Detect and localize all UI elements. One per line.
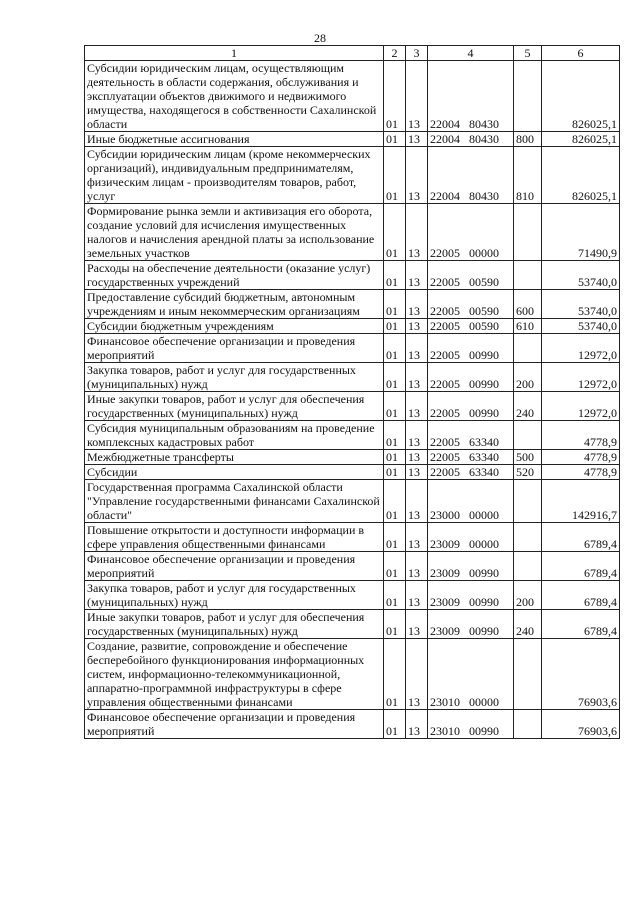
target-article-code: 22004 80430 [428, 147, 514, 204]
expense-type-code: 600 [514, 290, 542, 319]
expense-name: Финансовое обеспечение организации и проведения мероприятий [85, 710, 384, 739]
table-row [85, 639, 620, 710]
expense-type-code [514, 523, 542, 552]
target-article-code: 23009 00990 [428, 610, 514, 639]
expense-name: Иные закупки товаров, работ и услуг для обеспечения государственных (муниципальных) нужд [85, 610, 384, 639]
section-code: 01 [384, 61, 406, 132]
expense-name: Иные бюджетные ассигнования [85, 132, 384, 147]
amount: 826025,1 [542, 61, 620, 132]
expense-name: Формирование рынка земли и активизация его оборота, создание условий для исчисления имущественных налогов и начисления арендной платы за использование земельных участков [85, 204, 384, 261]
subsection-code: 13 [406, 710, 428, 739]
expense-type-code: 800 [514, 132, 542, 147]
section-code: 01 [384, 480, 406, 523]
section-code: 01 [384, 334, 406, 363]
subsection-code: 13 [406, 319, 428, 334]
table-row [85, 204, 620, 261]
target-article-code: 22005 00990 [428, 363, 514, 392]
section-code: 01 [384, 639, 406, 710]
section-code: 01 [384, 132, 406, 147]
section-code: 01 [384, 319, 406, 334]
expense-name: Субсидии бюджетным учреждениям [85, 319, 384, 334]
expense-type-code [514, 334, 542, 363]
expense-name: Субсидии юридическим лицам, осуществляющим деятельность в области содержания, обслуживания и эксплуатации объектов движимого и недвижимого имущества, находящегося в собственности Сахалинской области [85, 61, 384, 132]
expense-name: Субсидия муниципальным образованиям на проведение комплексных кадастровых работ [85, 421, 384, 450]
amount: 12972,0 [542, 363, 620, 392]
expense-type-code [514, 710, 542, 739]
target-article-code: 22005 00000 [428, 204, 514, 261]
amount: 76903,6 [542, 710, 620, 739]
expense-name: Субсидии юридическим лицам (кроме некоммерческих организаций), индивидуальным предпринимателям, физическим лицам - производителям товаров, работ, услуг [85, 147, 384, 204]
target-article-code: 23009 00990 [428, 552, 514, 581]
target-article-code: 23009 00000 [428, 523, 514, 552]
expense-type-code: 520 [514, 465, 542, 480]
table-row [85, 552, 620, 581]
expense-name: Расходы на обеспечение деятельности (оказание услуг) государственных учреждений [85, 261, 384, 290]
expense-type-code [514, 639, 542, 710]
amount: 4778,9 [542, 465, 620, 480]
section-code: 01 [384, 290, 406, 319]
amount: 142916,7 [542, 480, 620, 523]
subsection-code: 13 [406, 610, 428, 639]
subsection-code: 13 [406, 523, 428, 552]
target-article-code: 22005 00990 [428, 392, 514, 421]
expense-type-code: 810 [514, 147, 542, 204]
table-row [85, 581, 620, 610]
target-article-code: 22005 63340 [428, 421, 514, 450]
section-code: 01 [384, 610, 406, 639]
amount: 6789,4 [542, 581, 620, 610]
target-article-code: 22005 00990 [428, 334, 514, 363]
expense-name: Государственная программа Сахалинской области "Управление государственными финансами Сахалинской области" [85, 480, 384, 523]
target-article-code: 22004 80430 [428, 132, 514, 147]
table-row [85, 147, 620, 204]
amount: 53740,0 [542, 290, 620, 319]
header-col-6: 6 [542, 46, 620, 61]
target-article-code: 23010 00000 [428, 639, 514, 710]
expense-name: Повышение открытости и доступности информации в сфере управления общественными финансами [85, 523, 384, 552]
expense-type-code: 200 [514, 581, 542, 610]
subsection-code: 13 [406, 421, 428, 450]
subsection-code: 13 [406, 290, 428, 319]
expense-name: Создание, развитие, сопровождение и обеспечение бесперебойного функционирования информационных систем, информационно-телекоммуникационной, аппаратно-программной инфраструктуры в сфере управления общественными финансами [85, 639, 384, 710]
expense-type-code [514, 204, 542, 261]
target-article-code: 22005 00590 [428, 261, 514, 290]
budget-table [84, 45, 620, 739]
target-article-code: 23010 00990 [428, 710, 514, 739]
expense-name: Финансовое обеспечение организации и проведения мероприятий [85, 334, 384, 363]
section-code: 01 [384, 147, 406, 204]
expense-name: Иные закупки товаров, работ и услуг для обеспечения государственных (муниципальных) нужд [85, 392, 384, 421]
subsection-code: 13 [406, 147, 428, 204]
amount: 53740,0 [542, 261, 620, 290]
expense-name: Межбюджетные трансферты [85, 450, 384, 465]
amount: 12972,0 [542, 334, 620, 363]
table-row [85, 480, 620, 523]
table-header-row [85, 46, 620, 61]
expense-name: Закупка товаров, работ и услуг для государственных (муниципальных) нужд [85, 581, 384, 610]
header-col-2: 2 [384, 46, 406, 61]
table-row [85, 290, 620, 319]
expense-type-code [514, 552, 542, 581]
target-article-code: 22004 80430 [428, 61, 514, 132]
amount: 53740,0 [542, 319, 620, 334]
subsection-code: 13 [406, 392, 428, 421]
subsection-code: 13 [406, 363, 428, 392]
amount: 12972,0 [542, 392, 620, 421]
section-code: 01 [384, 421, 406, 450]
section-code: 01 [384, 552, 406, 581]
subsection-code: 13 [406, 465, 428, 480]
subsection-code: 13 [406, 61, 428, 132]
section-code: 01 [384, 581, 406, 610]
subsection-code: 13 [406, 261, 428, 290]
table-row [85, 710, 620, 739]
section-code: 01 [384, 710, 406, 739]
table-row [85, 523, 620, 552]
expense-type-code: 240 [514, 392, 542, 421]
section-code: 01 [384, 363, 406, 392]
subsection-code: 13 [406, 480, 428, 523]
subsection-code: 13 [406, 639, 428, 710]
expense-type-code [514, 261, 542, 290]
expense-type-code [514, 421, 542, 450]
subsection-code: 13 [406, 132, 428, 147]
amount: 826025,1 [542, 132, 620, 147]
subsection-code: 13 [406, 581, 428, 610]
target-article-code: 23009 00990 [428, 581, 514, 610]
table-row [85, 363, 620, 392]
subsection-code: 13 [406, 552, 428, 581]
expense-type-code: 500 [514, 450, 542, 465]
amount: 76903,6 [542, 639, 620, 710]
amount: 4778,9 [542, 450, 620, 465]
expense-name: Финансовое обеспечение организации и проведения мероприятий [85, 552, 384, 581]
page-number: 28 [314, 31, 326, 45]
header-col-5: 5 [514, 46, 542, 61]
target-article-code: 22005 00590 [428, 290, 514, 319]
subsection-code: 13 [406, 204, 428, 261]
target-article-code: 22005 63340 [428, 465, 514, 480]
table-row [85, 465, 620, 480]
amount: 71490,9 [542, 204, 620, 261]
header-col-1: 1 [85, 46, 384, 61]
section-code: 01 [384, 523, 406, 552]
expense-type-code [514, 480, 542, 523]
expense-type-code: 610 [514, 319, 542, 334]
section-code: 01 [384, 261, 406, 290]
target-article-code: 23000 00000 [428, 480, 514, 523]
table-row [85, 261, 620, 290]
header-col-4: 4 [428, 46, 514, 61]
expense-type-code [514, 61, 542, 132]
table-row [85, 334, 620, 363]
table-row [85, 132, 620, 147]
subsection-code: 13 [406, 450, 428, 465]
amount: 826025,1 [542, 147, 620, 204]
table-row [85, 392, 620, 421]
amount: 6789,4 [542, 552, 620, 581]
section-code: 01 [384, 465, 406, 480]
target-article-code: 22005 00590 [428, 319, 514, 334]
table-row [85, 450, 620, 465]
section-code: 01 [384, 450, 406, 465]
table-row [85, 610, 620, 639]
table-row [85, 319, 620, 334]
expense-name: Закупка товаров, работ и услуг для государственных (муниципальных) нужд [85, 363, 384, 392]
amount: 4778,9 [542, 421, 620, 450]
amount: 6789,4 [542, 523, 620, 552]
header-col-3: 3 [406, 46, 428, 61]
section-code: 01 [384, 392, 406, 421]
amount: 6789,4 [542, 610, 620, 639]
target-article-code: 22005 63340 [428, 450, 514, 465]
table-row [85, 421, 620, 450]
subsection-code: 13 [406, 334, 428, 363]
expense-name: Субсидии [85, 465, 384, 480]
table-row [85, 61, 620, 132]
expense-name: Предоставление субсидий бюджетным, автономным учреждениям и иным некоммерческим организациям [85, 290, 384, 319]
expense-type-code: 200 [514, 363, 542, 392]
expense-type-code: 240 [514, 610, 542, 639]
section-code: 01 [384, 204, 406, 261]
